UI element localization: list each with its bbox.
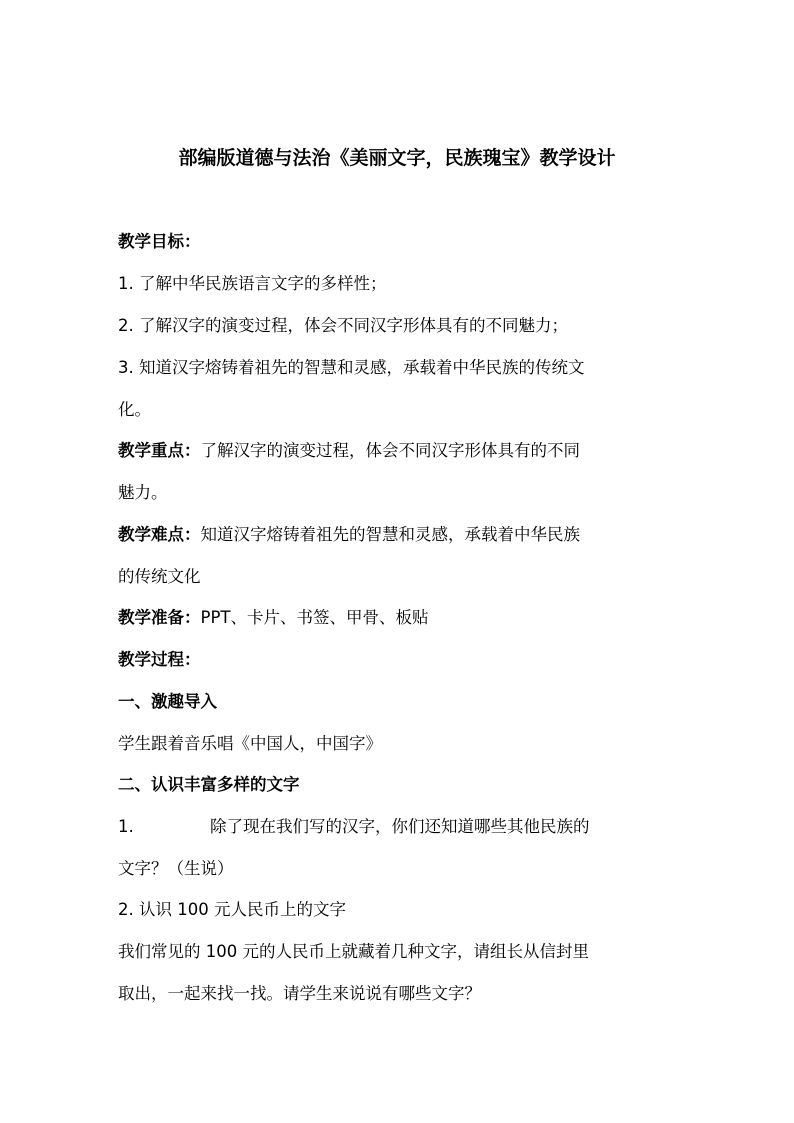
section-2-heading: 二、认识丰富多样的文字: [118, 775, 300, 794]
preparation-text: PPT、卡片、书签、甲骨、板贴: [200, 608, 429, 627]
document-title: 部编版道德与法治《美丽文字，民族瑰宝》教学设计: [178, 147, 616, 169]
key-points-line-1: [118, 439, 580, 463]
item-1-line-2: 文字？（生说）: [118, 859, 234, 878]
preparation-label: 教学准备：: [118, 608, 201, 627]
difficulty-label: 教学难点：: [118, 525, 201, 544]
section-1-heading: 一、激趣导入: [118, 692, 217, 711]
difficulty-text: 知道汉字熔铸着祖先的智慧和灵感，承载着中华民族: [200, 525, 580, 544]
objective-3-line-2: 化。: [118, 400, 151, 419]
process-heading: 教学过程：: [118, 650, 201, 669]
objectives-heading: 教学目标：: [118, 232, 201, 251]
objective-3-line-1: 3. 知道汉字熔铸着祖先的智慧和灵感，承载着中华民族的传统文: [118, 358, 585, 377]
section-1-text: 学生跟着音乐唱《中国人，中国字》: [118, 734, 382, 753]
item-1-number: 1.: [118, 817, 134, 836]
difficulty-line-2: 的传统文化: [118, 567, 201, 586]
objective-2: 2. 了解汉字的演变过程，体会不同汉字形体具有的不同魅力；: [118, 316, 568, 335]
difficulty-line-1: [118, 523, 580, 547]
item-2: 2. 认识 100 元人民币上的文字: [118, 900, 346, 919]
objective-1: 1. 了解中华民族语言文字的多样性；: [118, 274, 387, 293]
paragraph-line-1: 我们常见的 100 元的人民币上就藏着几种文字，请组长从信封里: [118, 942, 589, 961]
preparation-line: [118, 606, 428, 630]
key-points-line-2: 魅力。: [118, 483, 168, 502]
paragraph-line-2: 取出，一起来找一找。请学生来说说有哪些文字？: [118, 984, 481, 1003]
item-1-line-1: [118, 815, 590, 839]
key-points-text: 了解汉字的演变过程，体会不同汉字形体具有的不同: [200, 441, 580, 460]
key-points-label: 教学重点：: [118, 441, 201, 460]
item-1-text: 除了现在我们写的汉字，你们还知道哪些其他民族的: [210, 817, 590, 836]
